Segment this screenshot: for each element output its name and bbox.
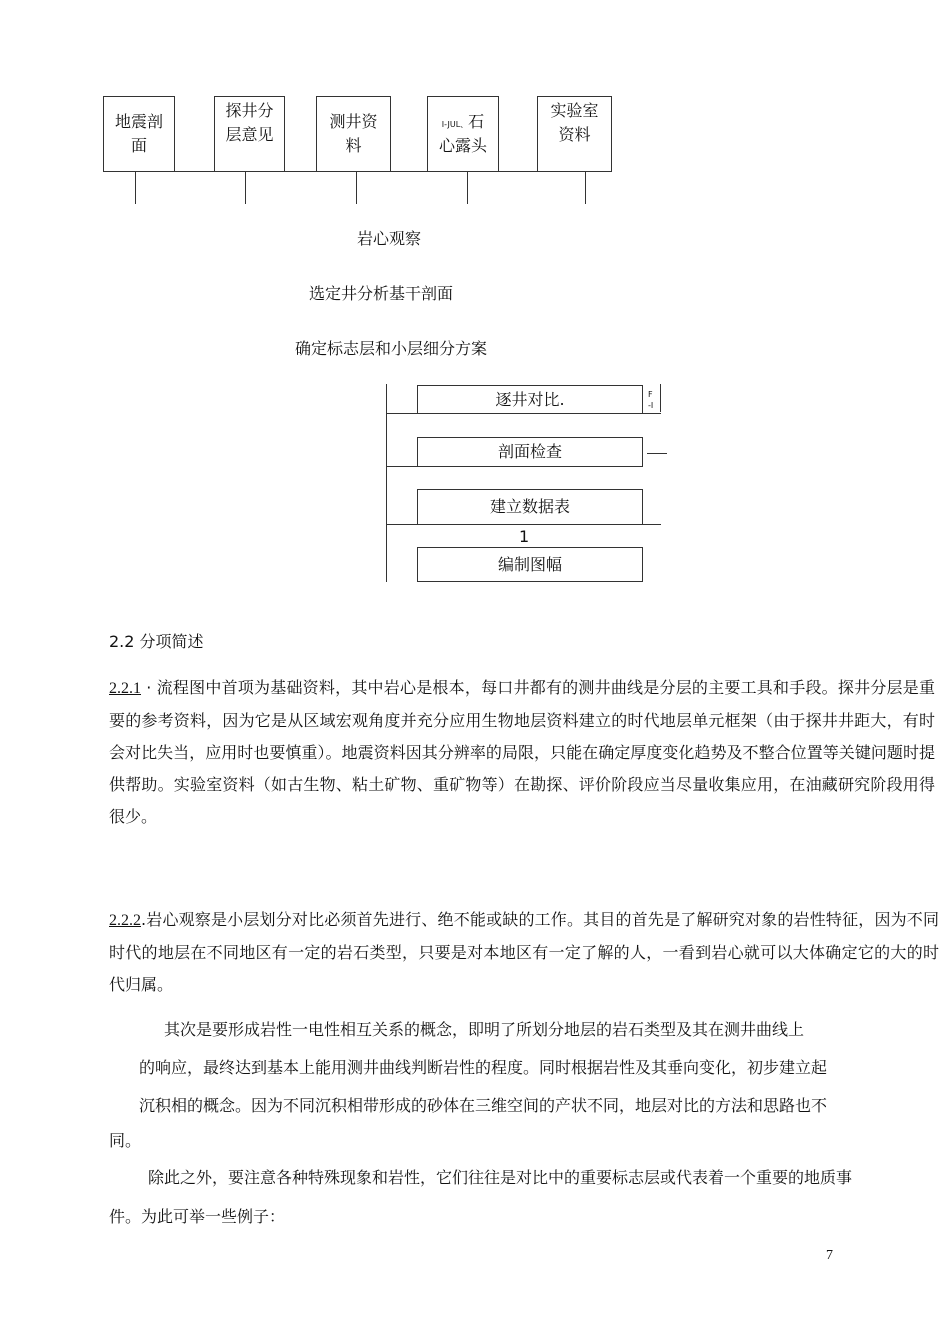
paragraph-body: · 流程图中首项为基础资料，其中岩心是根本，每口井都有的测井曲线是分层的主要工具和手段。探井分层是重要的参考资料，因为它是从区域宏观角度并充分应用生物地层资料建立的时代地层单元框架（由于探井井距大，有时会对比失当，应用时也要慎重）。地震资料因其分辨率的局限，只能在确定厚度变化趋势及不整合位置等关键问题时提供帮助。实验室资料（如古生物、粘土矿物、重矿物等）在勘探、评价阶段应当尽量收集应用，在油藏研究阶段用得很少。 xyxy=(109,678,935,826)
loop-right-line xyxy=(660,384,661,412)
side-mark-bottom: -I xyxy=(648,401,654,410)
paragraph-4-line: 除此之外，要注意各种特殊现象和岩性，它们往往是对比中的重要标志层或代表着一个重要的地质事 xyxy=(148,1168,853,1187)
source-label: 资料 xyxy=(558,125,591,144)
side-mark-top: F xyxy=(648,390,653,399)
between-mark: 1 xyxy=(519,527,530,546)
source-box-seismic xyxy=(103,96,175,172)
paragraph-4-line: 件。为此可举一些例子： xyxy=(109,1207,286,1226)
box-compile-charts: 编制图幅 xyxy=(417,547,643,582)
box-profile-check: 剖面检查 xyxy=(417,437,643,467)
paragraph-3-line: 沉积相的概念。因为不同沉积相带形成的砂体在三维空间的产状不同，地层对比的方法和思路也不 xyxy=(139,1096,828,1115)
source-label: 测井资 xyxy=(329,112,378,131)
section-heading: 2.2 分项简述 xyxy=(109,632,204,651)
source-label: 料 xyxy=(345,136,362,155)
paragraph-3-line: 同。 xyxy=(109,1131,142,1150)
source-label: 层意见 xyxy=(225,125,274,144)
paragraph-2-2-1 xyxy=(109,672,935,833)
source-drop-line xyxy=(585,172,586,204)
step-select-profile: 选定井分析基干剖面 xyxy=(309,284,454,303)
page-number: 7 xyxy=(826,1248,833,1263)
source-drop-line xyxy=(135,172,136,204)
paragraph-body: .岩心观察是小层划分对比必须首先进行、绝不能或缺的工作。其目的首先是了解研究对象的岩性特征，因为不同时代的地层在不同地区有一定的岩石类型，只要是对本地区有一定了解的人，一看到岩心就可以大体确定它的大的时代归属。 xyxy=(109,910,939,994)
step-core-observation: 岩心观察 xyxy=(357,229,422,248)
source-label: 面 xyxy=(130,136,147,155)
step-marker-layer: 确定标志层和小层细分方案 xyxy=(295,339,488,358)
source-box-logging xyxy=(316,96,391,172)
loop-feedback-dash xyxy=(647,453,667,454)
source-drop-line xyxy=(467,172,468,204)
paragraph-3-line: 的响应，最终达到基本上能用测井曲线判断岩性的程度。同时根据岩性及其垂向变化，初步建立起 xyxy=(139,1058,828,1077)
source-box-core-outcrop xyxy=(427,96,499,172)
source-drop-line xyxy=(356,172,357,204)
source-box-exploration-well xyxy=(214,96,285,172)
paragraph-number: 2.2.2 xyxy=(109,912,141,929)
paragraph-2-2-2 xyxy=(109,904,939,1001)
paragraph-3-line: 其次是要形成岩性一电性相互关系的概念，即明了所划分地层的岩石类型及其在测井曲线上 xyxy=(164,1020,805,1039)
source-label: 石 xyxy=(468,112,485,131)
box-build-data-table: 建立数据表 xyxy=(417,489,643,525)
box-well-by-well-correlation: 逐井对比. xyxy=(417,385,643,414)
source-label-small: I-JUL、 xyxy=(441,120,469,129)
source-label: 心露头 xyxy=(438,136,487,155)
paragraph-number: 2.2.1 xyxy=(109,680,141,697)
loop-divider xyxy=(386,466,417,467)
source-drop-line xyxy=(245,172,246,204)
source-box-laboratory xyxy=(537,96,612,172)
source-label: 探井分 xyxy=(225,101,274,120)
source-label: 地震剖 xyxy=(114,112,163,131)
source-label: 实验室 xyxy=(550,101,599,120)
